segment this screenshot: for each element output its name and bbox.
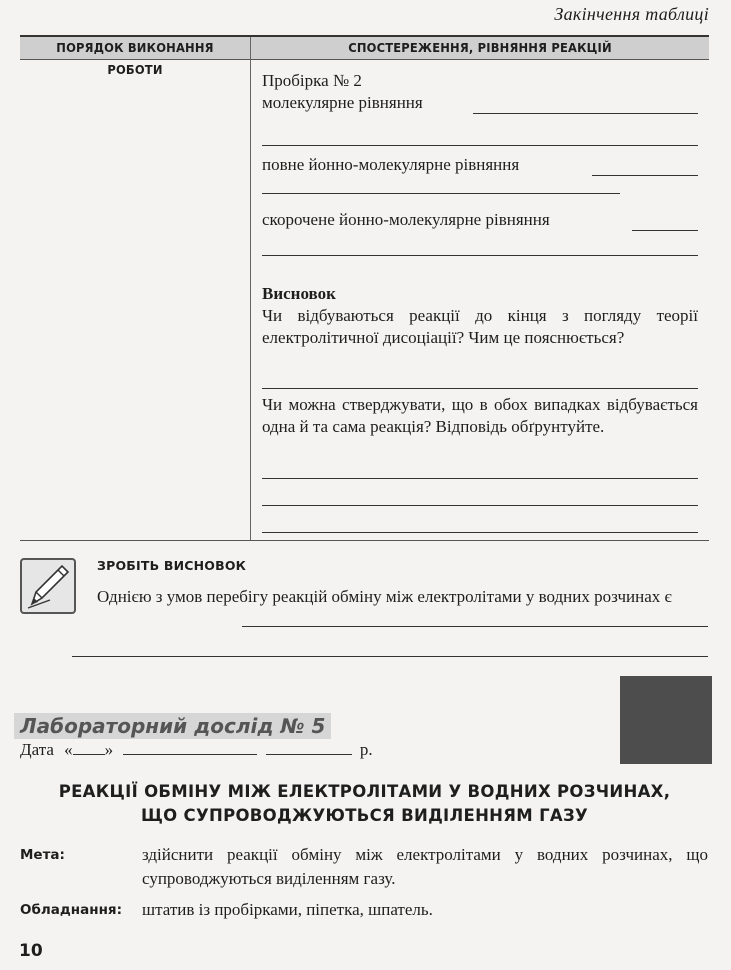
col-header-observations: СПОСТЕРЕЖЕННЯ, РІВНЯННЯ РЕАКЦІЙ bbox=[348, 40, 612, 55]
main-title-line-2: ЩО СУПРОВОДЖУЮТЬСЯ ВИДІЛЕННЯМ ГАЗУ bbox=[141, 806, 588, 825]
table-bottom-border bbox=[20, 540, 709, 541]
tube-label: Пробірка № 2 bbox=[262, 71, 362, 90]
equipment-label: Обладнання: bbox=[20, 902, 122, 918]
main-title-line-1: РЕАКЦІЇ ОБМІНУ МІЖ ЕЛЕКТРОЛІТАМИ У ВОДНИХ РОЗЧИНАХ, bbox=[58, 782, 671, 801]
date-label: Дата bbox=[20, 740, 54, 759]
full-ionic-answer-line[interactable] bbox=[592, 175, 698, 176]
goal-text: здійснити реакції обміну між електролітами у водних розчинах, що супроводжуються виділенням газу. bbox=[142, 845, 708, 888]
conclusion-answer-line-2[interactable] bbox=[72, 656, 708, 657]
short-ionic-equation-label: скорочене йонно-молекулярне рівняння bbox=[262, 210, 550, 229]
date-day-field[interactable] bbox=[73, 754, 105, 755]
date-open-quote: « bbox=[64, 740, 73, 759]
corner-marker bbox=[620, 676, 712, 764]
equipment-text: штатив із пробірками, піпетка, шпатель. bbox=[142, 900, 433, 919]
page-number: 10 bbox=[19, 941, 43, 961]
table-header bbox=[20, 37, 709, 77]
molecular-equation-answer-line-2[interactable] bbox=[262, 145, 698, 146]
full-ionic-equation-label: повне йонно-молекулярне рівняння bbox=[262, 155, 520, 174]
question-2-answer-line-1[interactable] bbox=[262, 478, 698, 479]
continuation-label: Закінчення таблиці bbox=[554, 4, 709, 24]
question-2-answer-line-3[interactable] bbox=[262, 532, 698, 533]
experiment-main-title bbox=[20, 780, 709, 828]
col-header-procedure: ПОРЯДОК ВИКОНАННЯ РОБОТИ bbox=[56, 40, 214, 77]
question-2-answer-line-2[interactable] bbox=[262, 505, 698, 506]
date-year-field[interactable] bbox=[266, 754, 352, 755]
short-ionic-answer-line[interactable] bbox=[632, 230, 698, 231]
conclusion-answer-line-1[interactable] bbox=[242, 626, 708, 627]
date-row bbox=[20, 740, 373, 760]
conclusion-heading: Висновок bbox=[262, 284, 336, 303]
question-1-answer-line[interactable] bbox=[262, 388, 698, 389]
table-column-divider bbox=[250, 37, 251, 540]
molecular-equation-answer-line[interactable] bbox=[473, 113, 698, 114]
question-2: Чи можна стверджувати, що в обох випадках відбувається одна й та сама реакція? Відповідь обґрунтуйте. bbox=[262, 395, 698, 436]
question-1: Чи відбуваються реакції до кінця з погляду теорії електролітичної дисоціації? Чим це пояснюється? bbox=[262, 306, 698, 347]
conclusion-prompt: Однією з умов перебігу реакцій обміну між електролітами у водних розчинах є bbox=[97, 587, 672, 606]
short-ionic-answer-line-2[interactable] bbox=[262, 255, 698, 256]
molecular-equation-label: молекулярне рівняння bbox=[262, 93, 423, 112]
full-ionic-answer-line-2[interactable] bbox=[262, 193, 620, 194]
date-year-suffix: р. bbox=[359, 740, 373, 759]
pencil-icon bbox=[20, 558, 76, 614]
date-close-quote: » bbox=[104, 740, 114, 759]
make-conclusion-heading: ЗРОБІТЬ ВИСНОВОК bbox=[97, 558, 247, 573]
goal-label: Мета: bbox=[20, 847, 65, 863]
lab-experiment-title: Лабораторний дослід № 5 bbox=[14, 713, 331, 739]
date-month-field[interactable] bbox=[123, 754, 257, 755]
